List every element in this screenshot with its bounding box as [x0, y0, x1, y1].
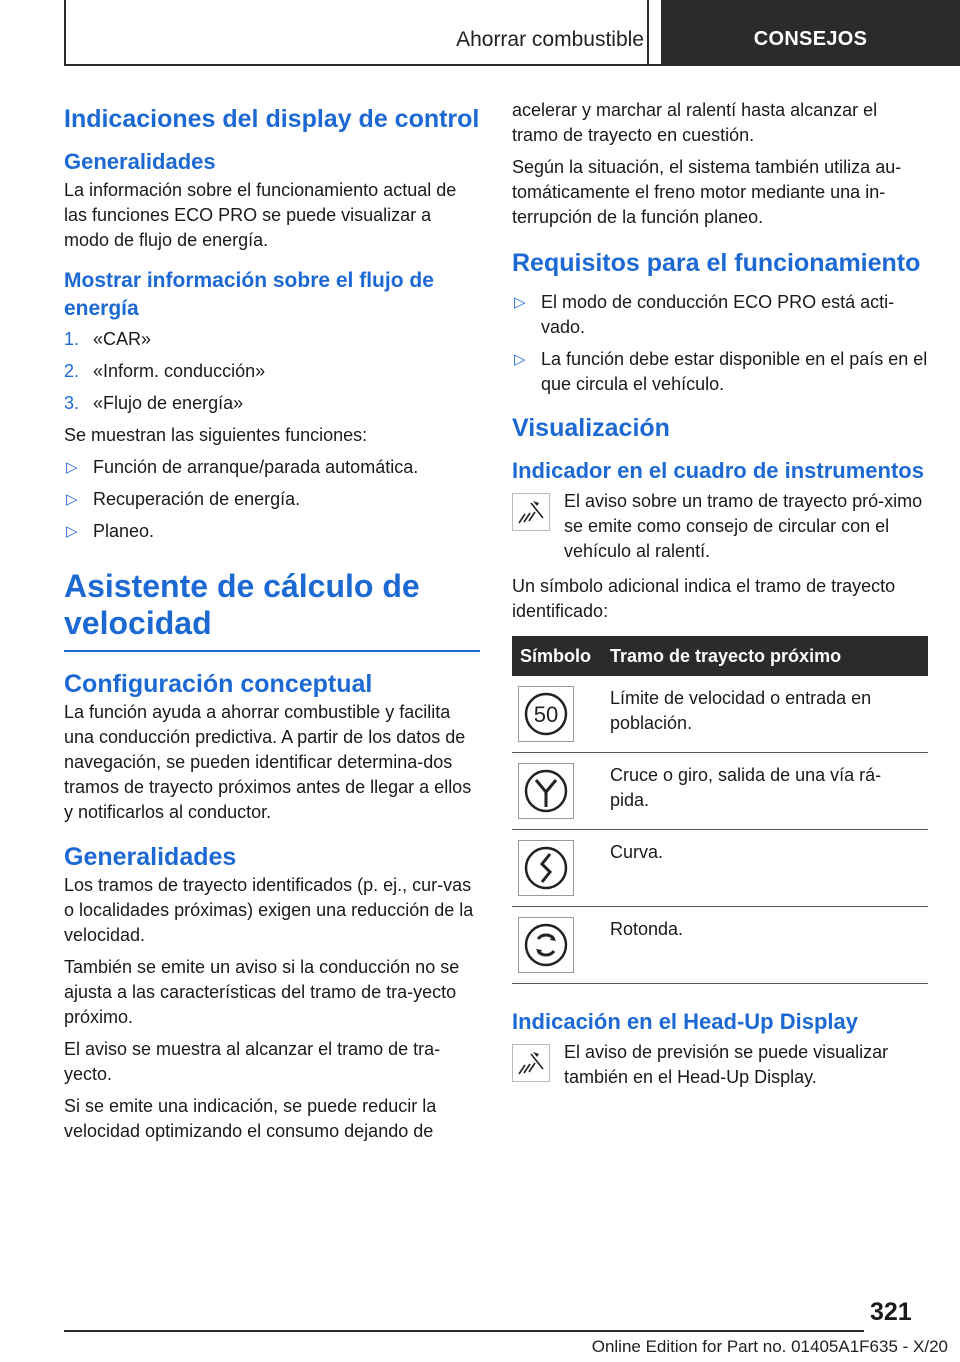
heading-generalities-2: Generalidades [64, 843, 237, 871]
paragraph-generalities-1: La información sobre el funcionamiento actual de las funciones ECO PRO se puede visualizar a modo de flujo de energía. [64, 180, 457, 250]
list-item [64, 455, 480, 480]
heading-instrument-cluster: Indicador en el cuadro de instrumentos [512, 458, 924, 483]
symbol-cell [512, 830, 602, 907]
heading-speed-assistant: Asistente de cálculo de velocidad [64, 568, 480, 652]
step-item [64, 359, 480, 384]
hint-block-cluster [512, 489, 928, 537]
list-item-text: Recuperación de energía. [93, 489, 301, 509]
step-text: «CAR» [93, 329, 152, 349]
footer-rule [64, 1330, 864, 1332]
table-row [512, 753, 928, 830]
paragraph-symbol-intro: Un símbolo adicional indica el tramo de trayecto identificado: [512, 576, 896, 621]
heading-head-up-display: Indicación en el Head-Up Display [512, 1009, 858, 1034]
table-header-row [512, 636, 928, 676]
heading-visualization: Visualización [512, 414, 670, 442]
list-item-text: La función debe estar disponible en el país en el que circula el vehículo. [541, 349, 928, 394]
paragraph-generalities-2c: El aviso se muestra al alcanzar el tramo de tra‐yecto. [64, 1039, 441, 1084]
header-chapter-tab: CONSEJOS [661, 0, 960, 64]
roundabout-icon [518, 917, 574, 973]
step-number: 3. [64, 393, 80, 413]
heading-display-indications: Indicaciones del display de control [64, 105, 480, 133]
bullet-triangle-icon: ▷ [514, 351, 526, 368]
bullet-triangle-icon: ▷ [66, 523, 78, 540]
step-number: 1. [64, 329, 80, 349]
speed-limit-value: 50 [533, 702, 559, 727]
paragraph-continued: acelerar y marchar al ralentí hasta alcanzar el tramo de trayecto en cuestión. [512, 100, 878, 145]
symbol-cell [512, 907, 602, 984]
heading-energy-flow: Mostrar información sobre el flujo de energía [64, 269, 434, 320]
step-item [64, 327, 480, 352]
paragraph-functions-intro: Se muestran las siguientes funciones: [64, 425, 368, 445]
symbol-cell [512, 676, 602, 753]
page-number: 321 [870, 1298, 912, 1326]
list-item [64, 487, 480, 512]
list-item [512, 290, 928, 340]
table-cell-text: Curva. [602, 830, 928, 907]
table-cell-text: Rotonda. [602, 907, 928, 984]
junction-icon [518, 763, 574, 819]
paragraph-generalities-2d: Si se emite una indicación, se puede reducir la velocidad optimizando el consumo dejando de [64, 1096, 437, 1141]
list-item [512, 347, 928, 397]
table-row [512, 676, 928, 753]
steps-list [64, 327, 480, 416]
bullet-triangle-icon: ▷ [514, 294, 526, 311]
step-item [64, 391, 480, 416]
speed-limit-50-icon [518, 686, 574, 742]
right-column [512, 98, 928, 1097]
footer-edition: Online Edition for Part no. 01405A1F635 - X/20 [591, 1337, 948, 1356]
bullet-triangle-icon: ▷ [66, 491, 78, 508]
paragraph-hint-cluster: El aviso sobre un tramo de trayecto pró‐ximo se emite como consejo de circular con el vehículo al ralentí. [564, 491, 923, 561]
heading-concept: Configuración conceptual [64, 670, 373, 698]
header-rule [64, 64, 960, 66]
paragraph-generalities-2a: Los tramos de trayecto identificados (p. ej., cur‐vas o localidades próximas) exigen una reducción de la velocidad. [64, 875, 474, 945]
left-column [64, 98, 480, 1151]
header-section-title: Ahorrar combustible [456, 28, 644, 51]
step-number: 2. [64, 361, 80, 381]
coasting-hint-icon [512, 1044, 550, 1082]
table-row [512, 830, 928, 907]
functions-list [64, 455, 480, 544]
heading-requirements: Requisitos para el funcionamiento [512, 249, 921, 277]
paragraph-generalities-2b: También se emite un aviso si la conducción no se ajusta a las características del tramo de tra‐yecto próximo. [64, 957, 460, 1027]
list-item [64, 519, 480, 544]
table-cell-text: Límite de velocidad o entrada en población. [602, 676, 928, 753]
list-item-text: Planeo. [93, 521, 155, 541]
symbol-table [512, 636, 928, 984]
hint-block-hud [512, 1040, 928, 1088]
list-item-text: El modo de conducción ECO PRO está acti‐vado. [541, 292, 895, 337]
paragraph-concept: La función ayuda a ahorrar combustible y facilita una conducción predictiva. A partir de los datos de navegación, se pueden identificar determina‐dos tramos de trayecto próximos antes de llegar a ellos y notificarlos al conductor. [64, 702, 472, 822]
requirements-list [512, 290, 928, 397]
table-header-section: Tramo de trayecto próximo [602, 636, 928, 676]
paragraph-engine-brake: Según la situación, el sistema también utiliza au‐tomáticamente el freno motor mediante una in‐terrupción de la función planeo. [512, 157, 902, 227]
heading-generalities-1: Generalidades [64, 149, 216, 174]
symbol-cell [512, 753, 602, 830]
coasting-hint-icon [512, 493, 550, 531]
paragraph-hint-hud: El aviso de previsión se puede visualizar también en el Head-Up Display. [564, 1042, 889, 1087]
bullet-triangle-icon: ▷ [66, 459, 78, 476]
curve-icon [518, 840, 574, 896]
table-row [512, 907, 928, 984]
step-text: «Inform. conducción» [93, 361, 266, 381]
step-text: «Flujo de energía» [93, 393, 244, 413]
list-item-text: Función de arranque/parada automática. [93, 457, 419, 477]
table-header-symbol: Símbolo [512, 636, 602, 676]
table-cell-text: Cruce o giro, salida de una vía rá‐pida. [602, 753, 928, 830]
